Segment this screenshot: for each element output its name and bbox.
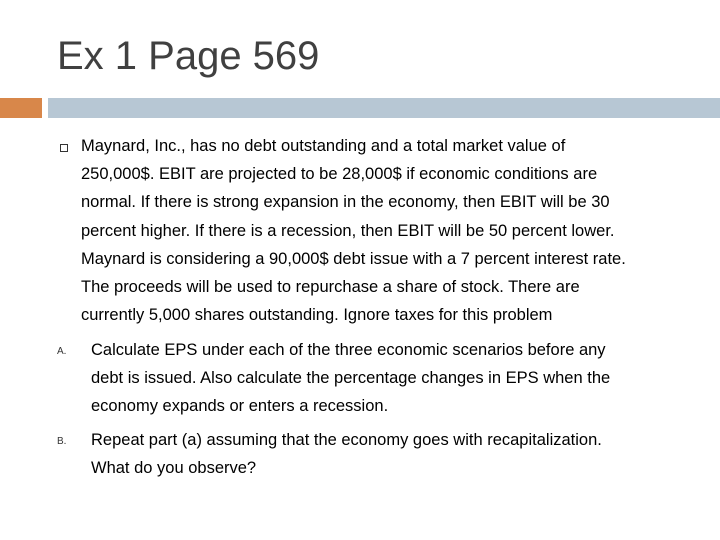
sub-item-marker-a: A. xyxy=(57,346,67,357)
sub-item-marker-b: B. xyxy=(57,436,67,447)
accent-bar-blue xyxy=(48,98,720,118)
sub-item-line: What do you observe? xyxy=(91,459,257,478)
sub-item-line: economy expands or enters a recession. xyxy=(91,397,389,416)
accent-bar-orange xyxy=(0,98,42,118)
paragraph-line: 250,000$. EBIT are projected to be 28,000$ if economic conditions are xyxy=(81,165,598,184)
sub-item-a xyxy=(91,336,691,421)
sub-item-line: Calculate EPS under each of the three economic scenarios before any xyxy=(91,341,606,359)
paragraph-line: Maynard is considering a 90,000$ debt issue with a 7 percent interest rate. xyxy=(81,249,626,268)
sub-item-line: debt is issued. Also calculate the percentage changes in EPS when the xyxy=(91,369,611,388)
paragraph-line: currently 5,000 shares outstanding. Ignore taxes for this problem xyxy=(81,306,553,325)
problem-paragraph xyxy=(81,132,691,329)
paragraph-line: The proceeds will be used to repurchase a share of stock. There are xyxy=(81,278,580,297)
paragraph-line: normal. If there is strong expansion in the economy, then EBIT will be 30 xyxy=(81,193,610,212)
square-bullet-icon xyxy=(60,144,68,152)
paragraph-line: Maynard, Inc., has no debt outstanding and a total market value of xyxy=(81,137,566,155)
slide-title: Ex 1 Page 569 xyxy=(57,34,320,78)
sub-item-line: Repeat part (a) assuming that the economy goes with recapitalization. xyxy=(91,431,602,449)
sub-item-b xyxy=(91,426,691,482)
paragraph-line: percent higher. If there is a recession, then EBIT will be 50 percent lower. xyxy=(81,221,615,240)
